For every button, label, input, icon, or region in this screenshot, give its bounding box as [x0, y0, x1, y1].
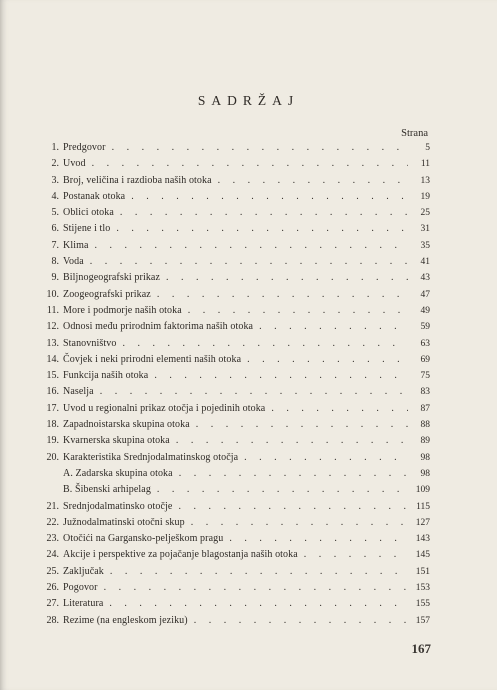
toc-entry-title: Biljnogeografski prikaz	[63, 272, 160, 284]
toc-leader-dots	[212, 173, 408, 189]
toc-entry-page: 49	[420, 305, 430, 316]
toc-leader-dots	[170, 433, 408, 449]
toc-leader-dots	[173, 466, 408, 482]
toc-entry-number: 21.	[46, 500, 59, 512]
toc-entry	[40, 336, 430, 352]
toc-entry	[40, 238, 430, 254]
toc-entry-page: 98	[420, 452, 430, 463]
toc-entry	[40, 140, 430, 156]
toc-leader-dots	[151, 287, 408, 303]
toc-entry-page: 43	[420, 273, 430, 284]
toc-leader-dots	[188, 613, 408, 629]
toc-entry-page: 88	[420, 420, 430, 431]
toc-entry-page: 47	[420, 289, 430, 300]
toc-entry-title: Južnodalmatinski otočni skup	[63, 516, 185, 528]
toc-entry-number: 3.	[51, 174, 59, 186]
toc-leader-dots	[265, 401, 408, 417]
toc-entry-page: 25	[420, 208, 430, 219]
toc-entry-number: 19.	[46, 435, 59, 447]
toc-entry-page: 143	[415, 534, 430, 545]
toc-leader-dots	[253, 319, 408, 335]
toc-entry-number: 6.	[51, 223, 59, 235]
toc-entry	[40, 596, 430, 612]
toc-entry-page: 109	[415, 485, 430, 496]
toc-leader-dots	[98, 580, 408, 596]
toc-entry-title: Zoogeografski prikaz	[63, 288, 151, 300]
toc-entry-number: 18.	[46, 419, 59, 431]
toc-entry-number: 12.	[46, 321, 59, 333]
toc-entry-number: 1.	[51, 142, 59, 153]
toc-entry-number: 2.	[51, 158, 59, 170]
toc-entry-page: 59	[420, 322, 430, 333]
toc-entry	[40, 531, 430, 547]
toc-entry	[40, 547, 430, 563]
toc-entry-page: 153	[415, 583, 430, 594]
toc-entry-title: Rezime (na engleskom jeziku)	[63, 614, 188, 626]
toc-entry-page: 11	[420, 159, 430, 170]
toc-leader-dots	[94, 384, 408, 400]
toc-entry-page: 89	[420, 436, 430, 447]
toc-entry-number: 22.	[46, 516, 59, 528]
toc-entry-title: Stijene i tlo	[63, 223, 111, 235]
toc-leader-dots	[84, 254, 408, 270]
toc-entry-page: 157	[415, 615, 430, 626]
toc-entry-title: Karakteristika Srednjodalmatinskog otočja	[63, 451, 239, 463]
toc-entry-title: Voda	[63, 256, 84, 268]
toc-entry-number: 24.	[46, 549, 59, 561]
toc-entry-page: 75	[420, 371, 430, 382]
toc-entry	[40, 319, 430, 335]
page-column-header: Strana	[401, 128, 428, 139]
toc-entry	[40, 352, 430, 368]
toc-entry-title: Akcije i perspektive za pojačanje blagostanja naših otoka	[63, 549, 298, 561]
toc-entry-title: Postanak otoka	[63, 190, 126, 202]
toc-entry-number: 14.	[46, 353, 59, 365]
toc-entry-page: 5	[425, 143, 430, 153]
toc-entry-title: Uvod u regionalni prikaz otočja i pojedinih otoka	[63, 402, 266, 414]
toc-leader-dots	[223, 531, 408, 547]
toc-entry	[40, 580, 430, 596]
toc-leader-dots	[148, 368, 408, 384]
toc-entry-title: A. Zadarska skupina otoka	[63, 467, 173, 479]
toc-entry	[40, 417, 430, 433]
toc-leader-dots	[103, 596, 408, 612]
toc-entry-page: 13	[420, 175, 430, 186]
toc-entry-title: B. Šibenski arhipelag	[63, 484, 151, 496]
toc-entry-title: Literatura	[63, 598, 104, 610]
toc-entry	[40, 515, 430, 531]
toc-entry	[40, 189, 430, 205]
toc-entry-number: 23.	[46, 533, 59, 545]
toc-entry-page: 63	[420, 338, 430, 349]
toc-entry	[40, 433, 430, 449]
toc-entry	[40, 499, 430, 515]
toc-entry	[40, 254, 430, 270]
toc-leader-dots	[114, 205, 408, 221]
toc-entry-title: Zaključak	[63, 565, 104, 577]
toc-entry-page: 19	[420, 191, 430, 202]
toc-entry	[40, 270, 430, 286]
toc-entry-page: 127	[415, 517, 430, 528]
toc-entry	[40, 368, 430, 384]
toc-leader-dots	[238, 450, 408, 466]
toc-leader-dots	[125, 189, 408, 205]
toc-leader-dots	[298, 547, 408, 563]
toc-leader-dots	[89, 238, 409, 254]
toc-entry	[40, 287, 430, 303]
toc-entry-title: Odnosi među prirodnim faktorima naših otoka	[63, 321, 254, 333]
toc-entry-title: Oblici otoka	[63, 207, 114, 219]
toc-entry	[40, 613, 430, 629]
table-of-contents	[40, 140, 430, 629]
toc-entry-title: Broj, veličina i razdioba naših otoka	[63, 174, 212, 186]
toc-entry-number: 15.	[46, 370, 59, 382]
toc-entry-number: 7.	[51, 239, 59, 251]
toc-entry	[40, 564, 430, 580]
toc-entry-page: 83	[420, 387, 430, 398]
toc-entry-title: Predgovor	[63, 142, 106, 153]
toc-leader-dots	[182, 303, 408, 319]
toc-entry-title: Klima	[63, 239, 89, 251]
toc-entry	[40, 221, 430, 237]
toc-leader-dots	[104, 564, 408, 580]
toc-entry	[40, 450, 430, 466]
toc-entry-number: 8.	[51, 256, 59, 268]
toc-entry-number: 20.	[46, 451, 59, 463]
toc-entry-title: More i podmorje naših otoka	[63, 304, 182, 316]
toc-entry-number: 13.	[46, 337, 59, 349]
toc-entry-number: 11.	[46, 304, 59, 316]
toc-leader-dots	[190, 417, 408, 433]
toc-entry-title: Naselja	[63, 386, 94, 398]
toc-entry-title: Zapadnoistarska skupina otoka	[63, 419, 190, 431]
toc-entry-number: 4.	[51, 190, 59, 202]
toc-entry-number: 25.	[46, 565, 59, 577]
toc-entry-number: 17.	[46, 402, 59, 414]
toc-leader-dots	[241, 352, 408, 368]
toc-leader-dots	[106, 140, 408, 156]
toc-entry-number: 5.	[51, 207, 59, 219]
toc-entry-title: Srednjodalmatinsko otočje	[63, 500, 173, 512]
toc-entry-page: 41	[420, 257, 430, 268]
toc-leader-dots	[86, 156, 408, 172]
toc-entry	[40, 401, 430, 417]
toc-entry-title: Otočići na Gargansko-pelješkom pragu	[63, 533, 224, 545]
toc-entry-page: 151	[415, 566, 430, 577]
toc-leader-dots	[160, 270, 408, 286]
toc-entry-page: 155	[415, 599, 430, 610]
toc-entry-number: 9.	[51, 272, 59, 284]
toc-subentry	[40, 466, 430, 482]
toc-entry	[40, 303, 430, 319]
toc-entry-title: Čovjek i neki prirodni elementi naših otoka	[63, 353, 242, 365]
toc-leader-dots	[116, 336, 408, 352]
toc-entry-page: 31	[420, 224, 430, 235]
toc-entry-title: Funkcija naših otoka	[63, 370, 149, 382]
toc-entry-page: 69	[420, 354, 430, 365]
page-number: 167	[411, 641, 431, 656]
toc-subentry	[40, 482, 430, 498]
toc-entry-title: Kvarnerska skupina otoka	[63, 435, 170, 447]
page-title: SADRŽAJ	[197, 93, 300, 108]
toc-entry-title: Uvod	[63, 158, 86, 170]
toc-entry-title: Stanovništvo	[63, 337, 117, 349]
toc-entry-page: 98	[420, 468, 430, 479]
toc-leader-dots	[110, 221, 408, 237]
toc-entry-page: 115	[416, 501, 430, 512]
toc-entry-title: Pogovor	[63, 582, 98, 594]
toc-entry-number: 10.	[46, 288, 59, 300]
toc-entry-number: 28.	[46, 614, 59, 626]
toc-entry-page: 35	[420, 240, 430, 251]
toc-entry-page: 145	[415, 550, 430, 561]
toc-entry	[40, 156, 430, 172]
toc-entry	[40, 205, 430, 221]
toc-entry-number: 26.	[46, 582, 59, 594]
toc-leader-dots	[151, 482, 408, 498]
toc-leader-dots	[185, 515, 408, 531]
toc-entry	[40, 173, 430, 189]
toc-entry-page: 87	[420, 403, 430, 414]
toc-entry-number: 16.	[46, 386, 59, 398]
toc-entry-number: 27.	[46, 598, 59, 610]
toc-entry	[40, 384, 430, 400]
toc-leader-dots	[172, 499, 408, 515]
